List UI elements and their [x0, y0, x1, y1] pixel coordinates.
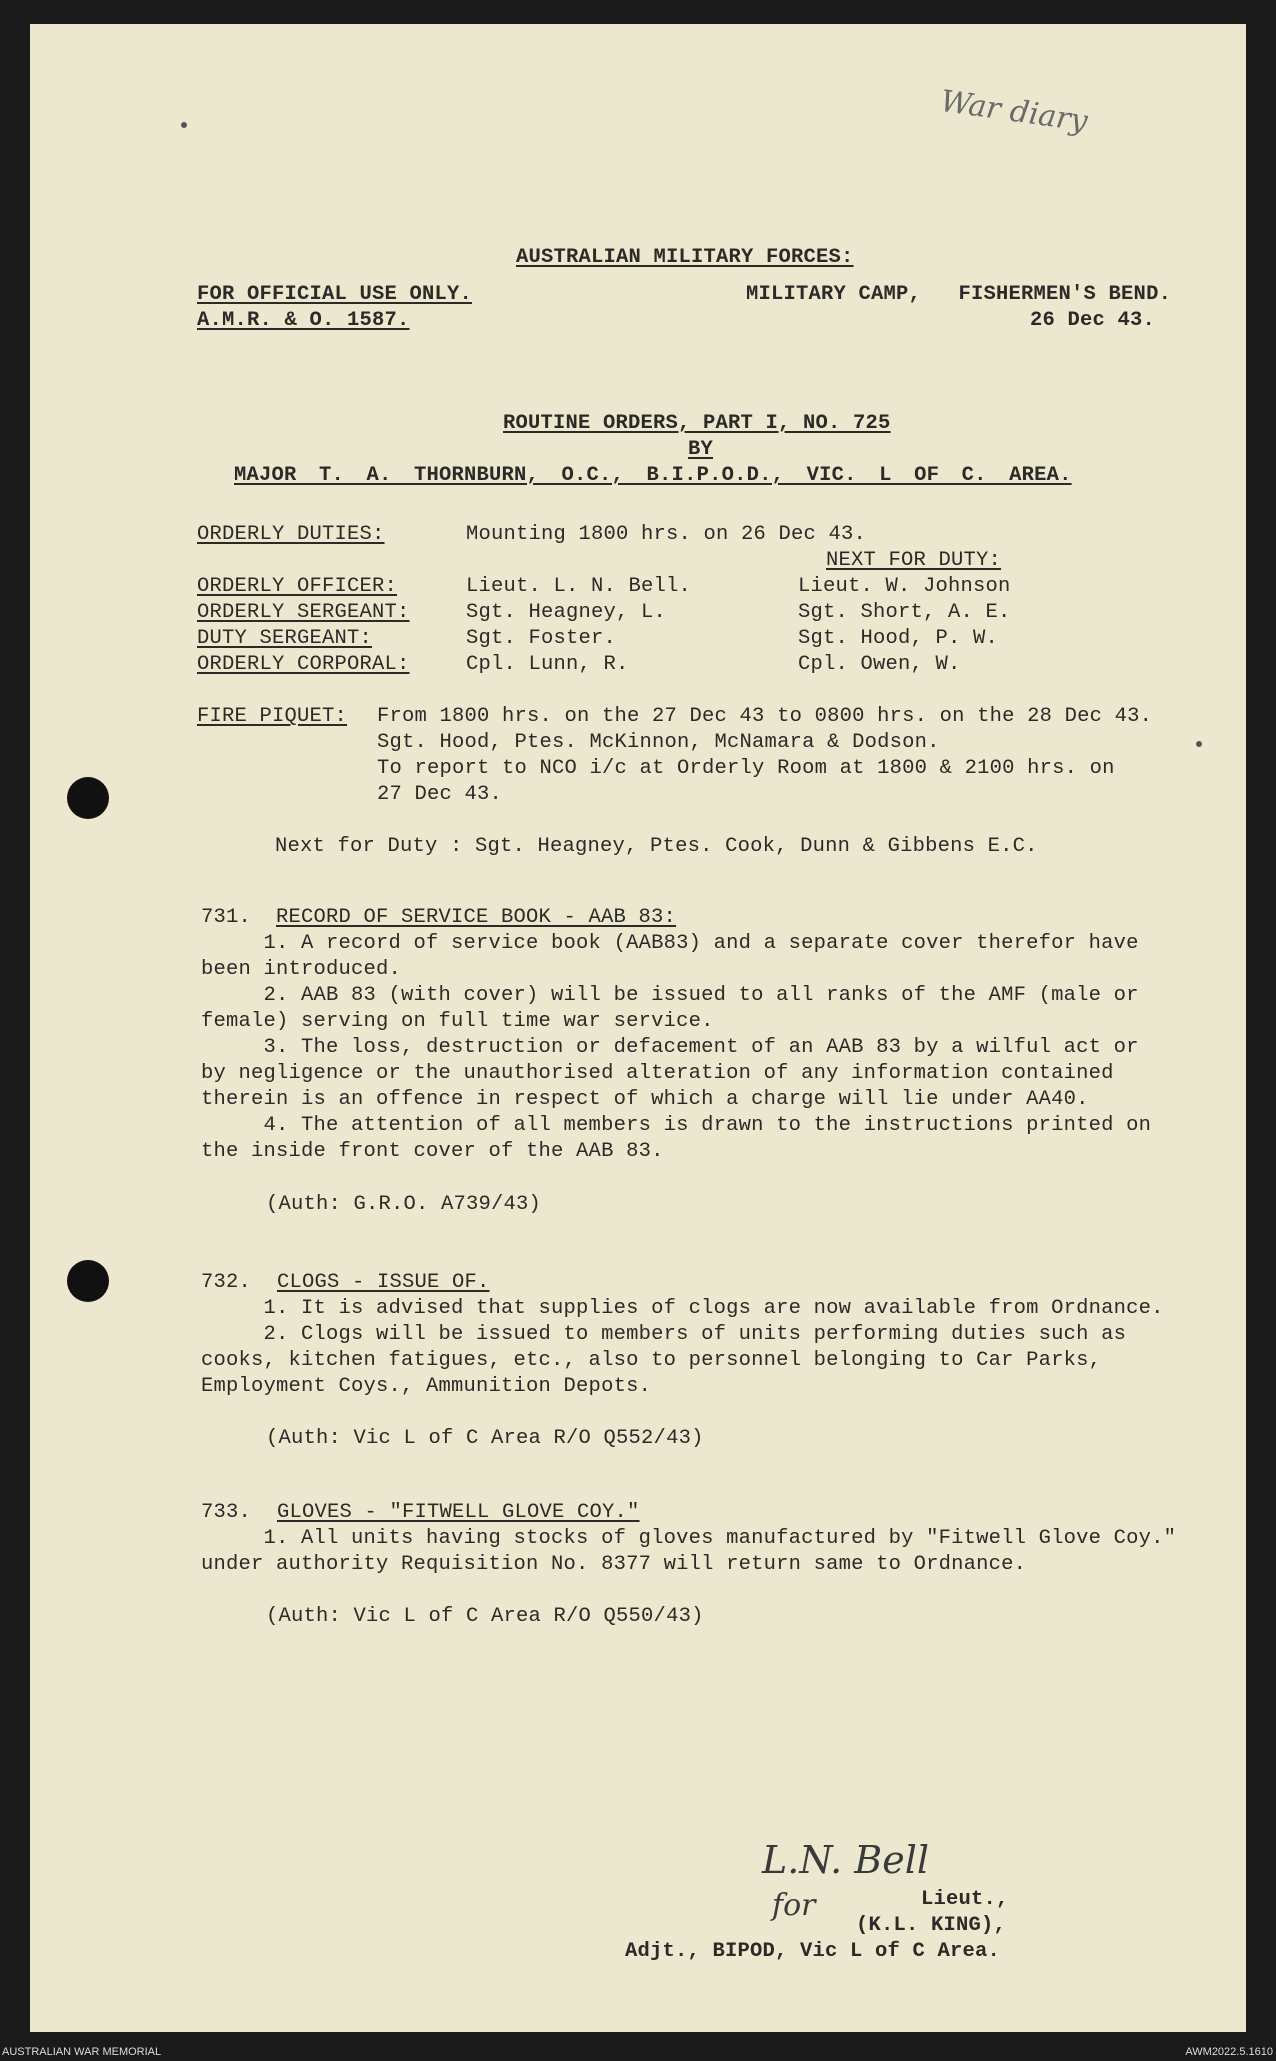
handwritten-annotation: War diary	[938, 83, 1090, 140]
section-line: been introduced.	[201, 958, 402, 981]
duty-name: Lieut. L. N. Bell.	[466, 575, 692, 598]
official-use-label: FOR OFFICIAL USE ONLY.	[197, 283, 473, 306]
duty-role: ORDERLY CORPORAL:	[197, 653, 410, 676]
section-authority: (Auth: G.R.O. A739/43)	[266, 1193, 542, 1216]
section-line: Employment Coys., Ammunition Depots.	[201, 1375, 652, 1398]
duty-next: Sgt. Hood, P. W.	[798, 627, 999, 650]
doc-title: AUSTRALIAN MILITARY FORCES:	[516, 246, 854, 269]
section-line: the inside front cover of the AAB 83.	[201, 1140, 664, 1163]
section-title: CLOGS - ISSUE OF.	[277, 1271, 490, 1294]
section-line: therein is an offence in respect of which a charge will lie under AA40.	[201, 1088, 1089, 1111]
section-line: cooks, kitchen fatigues, etc., also to personnel belonging to Car Parks,	[201, 1349, 1102, 1372]
reference-number: A.M.R. & O. 1587.	[197, 309, 410, 332]
section-line: by negligence or the unauthorised alteration of any information contained	[201, 1062, 1114, 1085]
duty-next: Lieut. W. Johnson	[798, 575, 1011, 598]
section-title: RECORD OF SERVICE BOOK - AAB 83:	[276, 906, 677, 929]
fire-piquet-line: To report to NCO i/c at Orderly Room at 1800 & 2100 hrs. on	[377, 757, 1115, 780]
duty-name: Sgt. Foster.	[466, 627, 617, 650]
doc-date: 26 Dec 43.	[1030, 309, 1156, 332]
section-line: 3. The loss, destruction or defacement of an AAB 83 by a wilful act or	[201, 1036, 1139, 1059]
duties-label: ORDERLY DUTIES:	[197, 523, 385, 546]
pin-mark	[1196, 741, 1202, 747]
punch-hole-upper	[67, 777, 109, 819]
footer-accession: AWM2022.5.1610	[1185, 2046, 1273, 2058]
duty-next: Sgt. Short, A. E.	[798, 601, 1011, 624]
duty-name: Sgt. Heagney, L.	[466, 601, 667, 624]
section-line: 1. It is advised that supplies of clogs are now available from Ordnance.	[201, 1297, 1164, 1320]
signature-title: Adjt., BIPOD, Vic L of C Area.	[625, 1940, 1001, 1963]
fire-piquet-line: From 1800 hrs. on the 27 Dec 43 to 0800 hrs. on the 28 Dec 43.	[377, 705, 1153, 728]
footer-credit: AUSTRALIAN WAR MEMORIAL	[2, 2046, 162, 2058]
next-for-duty-label: NEXT FOR DUTY:	[826, 549, 1002, 572]
orders-heading: ROUTINE ORDERS, PART I, NO. 725	[503, 412, 891, 435]
signature-rank: Lieut.,	[921, 1888, 1009, 1911]
handwritten-signature: L.N. Bell	[762, 1838, 930, 1882]
section-line: 1. All units having stocks of gloves manufactured by "Fitwell Glove Coy."	[201, 1527, 1177, 1550]
duties-mounting: Mounting 1800 hrs. on 26 Dec 43.	[466, 523, 867, 546]
section-line: 1. A record of service book (AAB83) and a separate cover therefor have	[201, 932, 1139, 955]
section-line: 4. The attention of all members is drawn to the instructions printed on	[201, 1114, 1152, 1137]
section-number: 732.	[201, 1271, 252, 1294]
section-line: 2. Clogs will be issued to members of units performing duties such as	[201, 1323, 1127, 1346]
punch-hole-lower	[67, 1260, 109, 1302]
duty-role: DUTY SERGEANT:	[197, 627, 373, 650]
signature-name: (K.L. KING),	[856, 1914, 1007, 1937]
fire-piquet-line: 27 Dec 43.	[377, 783, 503, 806]
section-line: 2. AAB 83 (with cover) will be issued to all ranks of the AMF (male or	[201, 984, 1139, 1007]
section-number: 731.	[201, 906, 252, 929]
duty-next: Cpl. Owen, W.	[798, 653, 961, 676]
duty-role: ORDERLY OFFICER:	[197, 575, 398, 598]
section-authority: (Auth: Vic L of C Area R/O Q552/43)	[266, 1427, 704, 1450]
fire-piquet-next: Next for Duty : Sgt. Heagney, Ptes. Cook, Dunn & Gibbens E.C.	[275, 835, 1038, 858]
orders-by: BY	[688, 438, 714, 461]
section-authority: (Auth: Vic L of C Area R/O Q550/43)	[266, 1605, 704, 1628]
camp-location: MILITARY CAMP, FISHERMEN'S BEND.	[746, 283, 1172, 306]
section-line: under authority Requisition No. 8377 will return same to Ordnance.	[201, 1553, 1027, 1576]
duty-role: ORDERLY SERGEANT:	[197, 601, 410, 624]
orders-commander: MAJOR T. A. THORNBURN, O.C., B.I.P.O.D., VIC. L OF C. AREA.	[234, 464, 1072, 487]
section-number: 733.	[201, 1501, 252, 1524]
fire-piquet-label: FIRE PIQUET:	[197, 705, 348, 728]
pin-mark	[181, 122, 187, 128]
fire-piquet-line: Sgt. Hood, Ptes. McKinnon, McNamara & Dodson.	[377, 731, 940, 754]
section-title: GLOVES - "FITWELL GLOVE COY."	[277, 1501, 640, 1524]
section-line: female) serving on full time war service.	[201, 1010, 714, 1033]
duty-name: Cpl. Lunn, R.	[466, 653, 629, 676]
handwritten-for: for	[772, 1888, 816, 1923]
